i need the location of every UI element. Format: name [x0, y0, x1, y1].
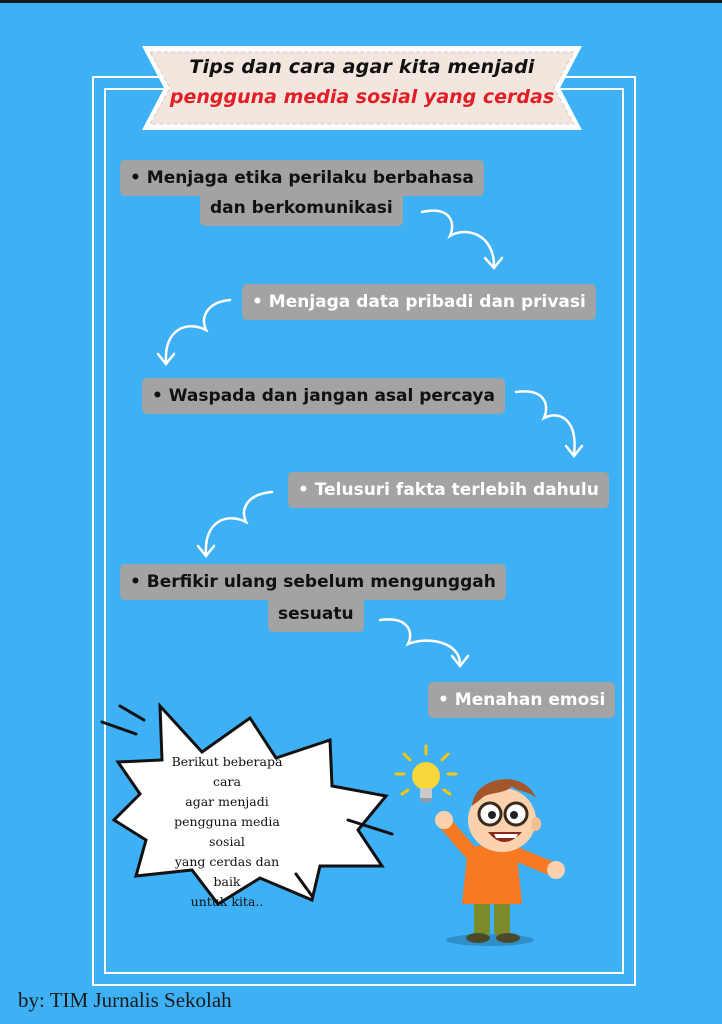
speech-line: pengguna media sosial [174, 814, 280, 849]
credit-text: by: TIM Jurnalis Sekolah [18, 988, 232, 1012]
tip-1-line-2: dan berkomunikasi [200, 192, 403, 226]
curved-arrow-icon [422, 211, 502, 268]
tip-5-line-2: sesuatu [268, 598, 364, 632]
title-line-1: Tips dan cara agar kita menjadi [189, 56, 535, 78]
curved-arrow-icon [158, 300, 230, 364]
tip-6: • Menahan emosi [428, 682, 615, 718]
tip-3: • Waspada dan jangan asal percaya [142, 378, 505, 414]
speech-bubble-text [160, 752, 294, 912]
title-line-2: pengguna media sosial yang cerdas [169, 86, 555, 108]
tip-4: • Telusuri fakta terlebih dahulu [288, 472, 609, 508]
speech-line: Berikut beberapa cara [171, 754, 283, 789]
tip-1-line-1: • Menjaga etika perilaku berbahasa [120, 160, 484, 196]
speech-line: agar menjadi [185, 794, 269, 809]
curved-arrow-icon [380, 619, 468, 666]
speech-line: yang cerdas dan baik [174, 854, 280, 889]
tip-5-line-1: • Berfikir ulang sebelum mengunggah [120, 564, 506, 600]
speech-line: untuk kita.. [190, 894, 264, 909]
lightbulb-icon [396, 746, 456, 802]
tip-2: • Menjaga data pribadi dan privasi [242, 284, 596, 320]
curved-arrow-icon [198, 492, 272, 556]
curved-arrow-icon [516, 391, 582, 456]
cartoon-boy-illustration [390, 740, 590, 950]
